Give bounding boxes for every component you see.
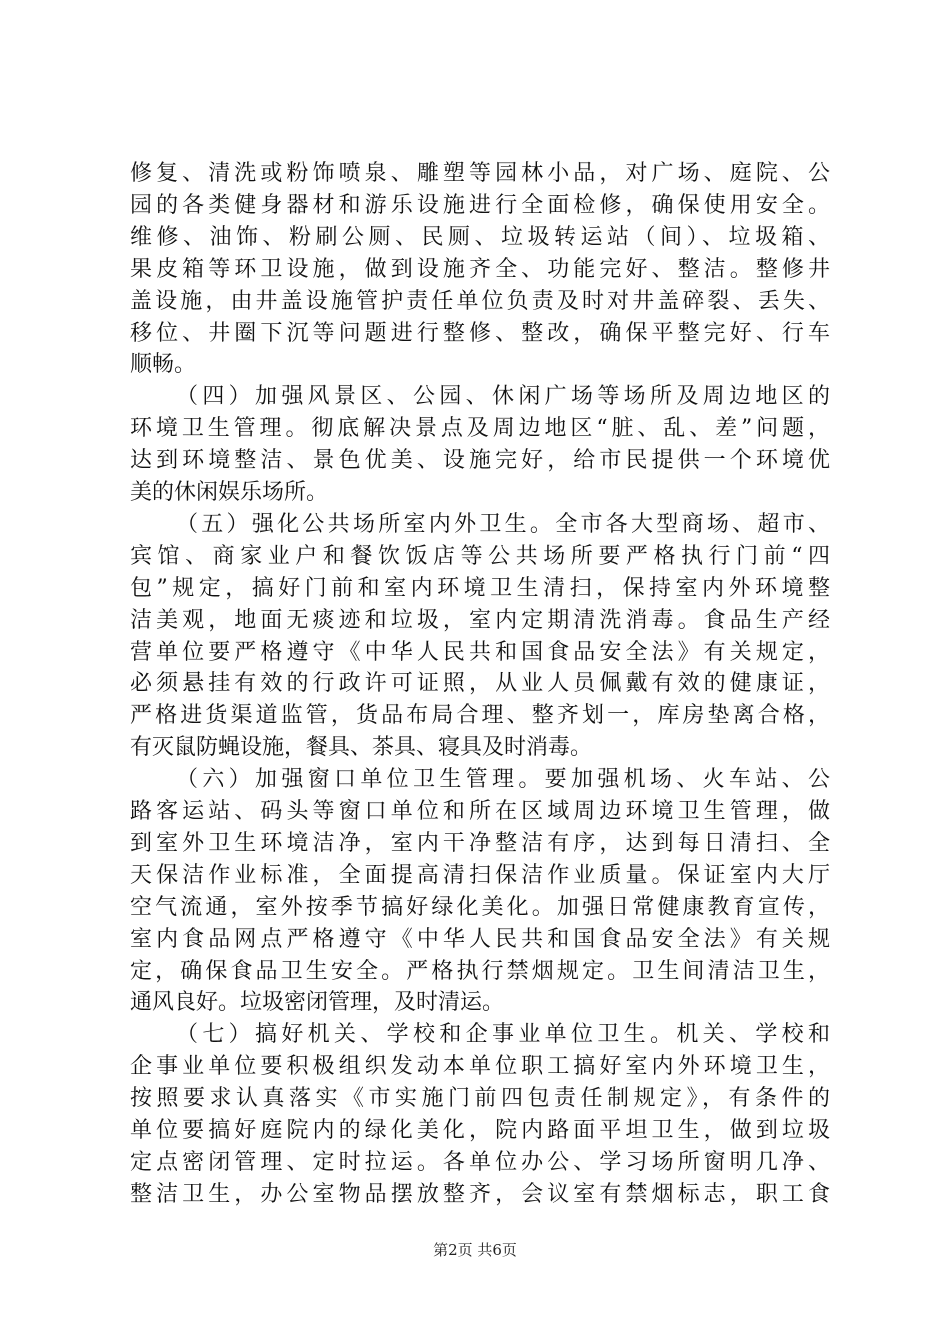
section-heading-line: （七）搞好机关、学校和企事业单位卫生。机关、学校和	[176, 1022, 830, 1047]
body-line: 洁美观，地面无痰迹和垃圾，室内定期清洗消毒。食品生产经	[130, 608, 830, 633]
section-heading-line: （四）加强风景区、公园、休闲广场等场所及周边地区的	[176, 384, 830, 409]
body-line: 移位、井圈下沉等问题进行整修、整改，确保平整完好、行车	[130, 321, 830, 346]
body-line: 天保洁作业标准，全面提高清扫保洁作业质量。保证室内大厅	[130, 863, 830, 888]
body-line: 园的各类健身器材和游乐设施进行全面检修，确保使用安全。	[130, 193, 830, 218]
page-footer: 第2页 共6页	[433, 1241, 517, 1259]
body-line: 果皮箱等环卫设施，做到设施齐全、功能完好、整洁。整修井	[130, 257, 830, 282]
body-line: 修复、清洗或粉饰喷泉、雕塑等园林小品，对广场、庭院、公	[130, 161, 830, 186]
body-line: 空气流通，室外按季节搞好绿化美化。加强日常健康教育宣传，	[130, 895, 830, 920]
body-line: 美的休闲娱乐场所。	[130, 480, 329, 505]
body-line: 企事业单位要积极组织发动本单位职工搞好室内外环境卫生，	[130, 1054, 830, 1079]
body-line: 营单位要严格遵守《中华人民共和国食品安全法》有关规定，	[130, 640, 830, 665]
section-heading-line: （五）强化公共场所室内外卫生。全市各大型商场、超市、	[176, 512, 830, 537]
body-line: 顺畅。	[130, 352, 197, 377]
body-line: 按照要求认真落实《市实施门前四包责任制规定》，有条件的	[130, 1086, 830, 1111]
body-line: 盖设施，由井盖设施管护责任单位负责及时对井盖碎裂、丢失、	[130, 289, 830, 314]
body-line: 维修、油饰、粉刷公厕、民厕、垃圾转运站（间）、垃圾箱、	[130, 225, 830, 250]
body-line: 单位要搞好庭院内的绿化美化，院内路面平坦卫生，做到垃圾	[130, 1118, 830, 1143]
body-line: 定，确保食品卫生安全。严格执行禁烟规定。卫生间清洁卫生，	[130, 959, 830, 984]
body-line: 室内食品网点严格遵守《中华人民共和国食品安全法》有关规	[130, 927, 830, 952]
body-line: 整洁卫生，办公室物品摆放整齐，会议室有禁烟标志，职工食	[130, 1182, 830, 1207]
body-line: 包”规定，搞好门前和室内环境卫生清扫，保持室内外环境整	[130, 576, 830, 601]
body-line: 定点密闭管理、定时拉运。各单位办公、学习场所窗明几净、	[130, 1150, 830, 1175]
body-line: 通风良好。垃圾密闭管理，及时清运。	[130, 990, 505, 1015]
body-line: 到室外卫生环境洁净，室内干净整洁有序，达到每日清扫、全	[130, 831, 830, 856]
body-line: 严格进货渠道监管，货品布局合理、整齐划一，库房垫离合格，	[130, 703, 830, 728]
body-line: 宾馆、商家业户和餐饮饭店等公共场所要严格执行门前“四	[130, 544, 830, 569]
section-heading-line: （六）加强窗口单位卫生管理。要加强机场、火车站、公	[176, 767, 830, 792]
body-line: 达到环境整洁、景色优美、设施完好，给市民提供一个环境优	[130, 448, 830, 473]
body-line: 必须悬挂有效的行政许可证照，从业人员佩戴有效的健康证，	[130, 671, 830, 696]
body-line: 环境卫生管理。彻底解决景点及周边地区“脏、乱、差”问题，	[130, 416, 830, 441]
body-line: 有灭鼠防蝇设施，餐具、茶具、寝具及时消毒。	[130, 735, 593, 760]
body-line: 路客运站、码头等窗口单位和所在区域周边环境卫生管理，做	[130, 799, 830, 824]
